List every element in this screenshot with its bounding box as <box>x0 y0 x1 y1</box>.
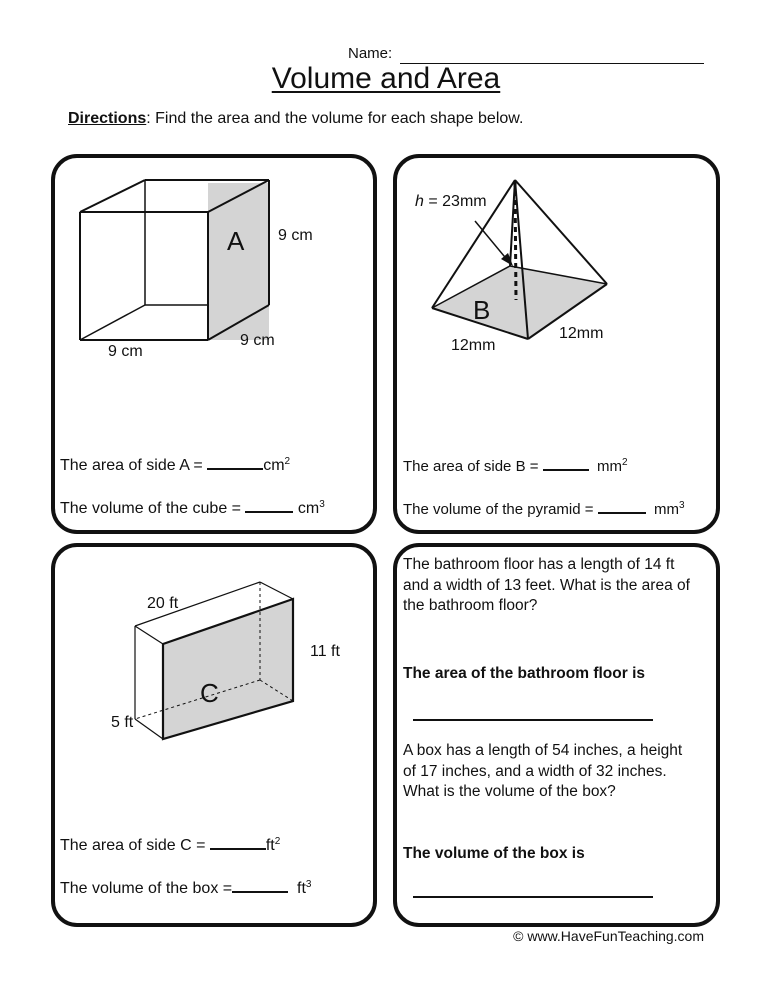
box-length-label: 20 ft <box>147 595 179 612</box>
pyramid-volume-blank[interactable] <box>598 500 646 514</box>
pyramid-area-question: The area of side B = $mm^2$ <box>403 457 628 475</box>
side-a-label: A <box>227 226 245 256</box>
box-volume-blank[interactable] <box>232 879 288 893</box>
height-label: h = 23mm <box>415 193 487 210</box>
directions-text: : Find the area and the volume for each shape below. <box>146 110 524 127</box>
box-volume-problem: A box has a length of 54 inches, a height of 17 inches, and a width of 32 inches. What is the volume of the box? <box>403 742 683 800</box>
box-depth-label: 5 ft <box>111 714 134 731</box>
pyramid-volume-question: The volume of the pyramid = $mm^3$ <box>403 500 685 518</box>
side-b-label: B <box>473 295 491 325</box>
bathroom-answer-line[interactable] <box>413 719 653 721</box>
box-volume-answer-line[interactable] <box>413 896 653 898</box>
side-c-label: C <box>200 678 219 708</box>
box-volume-answer-label: The volume of the box is <box>403 845 585 862</box>
box-height-label: 11 ft <box>310 643 340 660</box>
pyramid-area-blank[interactable] <box>543 457 589 471</box>
box-volume-question: The volume of the box = $ft^3$ <box>60 879 312 897</box>
pyramid-side2-label: 12mm <box>559 325 604 342</box>
bathroom-answer-label: The area of the bathroom floor is <box>403 665 645 682</box>
pyramid-side1-label: 12mm <box>451 337 496 354</box>
box-area-question: The area of side $C = ft^2$ <box>60 836 281 854</box>
bathroom-problem: The bathroom floor has a length of 14 ft and a width of 13 feet. What is the area of the bathroom floor? <box>403 556 690 614</box>
pyramid-diagram <box>397 158 715 368</box>
cube-height-label: 9 cm <box>278 227 313 244</box>
cube-depth-label: 9 cm <box>240 332 275 349</box>
cube-volume-blank[interactable] <box>245 499 293 513</box>
box-area-blank[interactable] <box>210 836 266 850</box>
directions <box>68 110 523 128</box>
box-diagram <box>55 547 373 757</box>
cube-back-edges <box>80 180 208 340</box>
directions-label: Directions <box>68 110 147 127</box>
side-c-face <box>163 599 293 739</box>
cube-area-question: The area of side $A = cm^2$ <box>60 456 291 474</box>
page-title: Volume and Area <box>271 62 501 95</box>
copyright-footer: © www.HaveFunTeaching.com <box>513 928 704 944</box>
cube-width-label: 9 cm <box>108 343 143 360</box>
height-arrow <box>475 221 509 262</box>
name-label: Name: <box>348 45 393 62</box>
cube-area-blank[interactable] <box>207 456 263 470</box>
cube-diagram <box>55 158 373 368</box>
cube-volume-question: The volume of the cube = $cm^3$ <box>60 499 325 517</box>
